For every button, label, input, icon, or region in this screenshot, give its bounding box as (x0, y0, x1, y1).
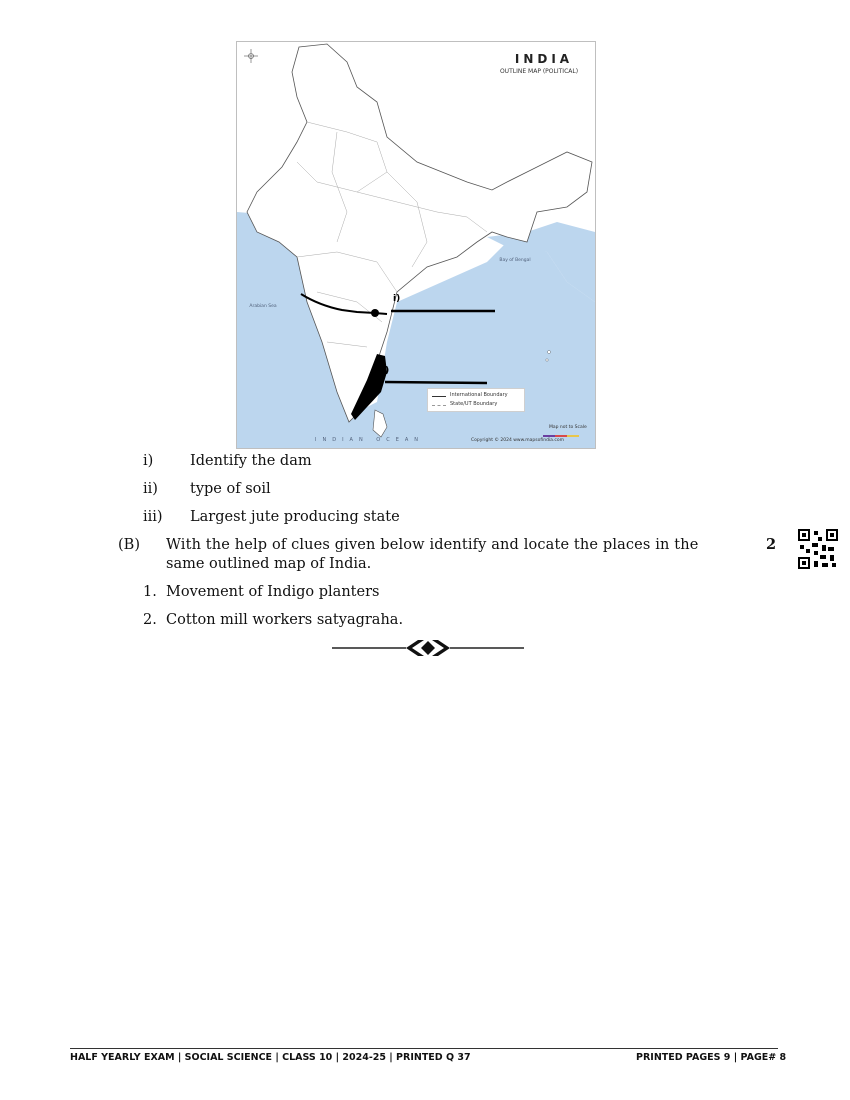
india-outline-map (236, 41, 596, 449)
map-subtitle: OUTLINE MAP (POLITICAL) (499, 68, 579, 75)
section-divider (332, 638, 524, 658)
part-b-label: (B) (118, 537, 140, 553)
map-legend: International Boundary State/UT Boundary (427, 388, 525, 412)
part-b-line2: same outlined map of India. (166, 556, 372, 572)
qr-code-icon (798, 529, 838, 569)
indian-ocean-label: INDIAN OCEAN (315, 437, 425, 443)
map-graphic (237, 42, 595, 448)
footer-page-info: PRINTED PAGES 9 | PAGE# 8 (636, 1052, 787, 1063)
footer-exam-info: HALF YEARLY EXAM | SOCIAL SCIENCE | CLASS 10 | 2024-25 | PRINTED Q 37 (70, 1052, 471, 1063)
arabian-sea-label: Arabian Sea (249, 304, 277, 309)
map-scale-note: Map not to Scale (549, 425, 587, 430)
map-mark-i: i) (393, 294, 401, 304)
bay-of-bengal-label: Bay of Bengal (499, 258, 531, 263)
map-title: INDIA (514, 52, 574, 66)
map-mark-ii: ii) (379, 366, 390, 376)
part-b-line1: With the help of clues given below identify and locate the places in the (166, 537, 699, 553)
marks-value: 2 (766, 536, 777, 553)
footer-rule (70, 1048, 778, 1049)
map-copyright: Copyright © 2024 www.mapsofindia.com (471, 438, 564, 443)
